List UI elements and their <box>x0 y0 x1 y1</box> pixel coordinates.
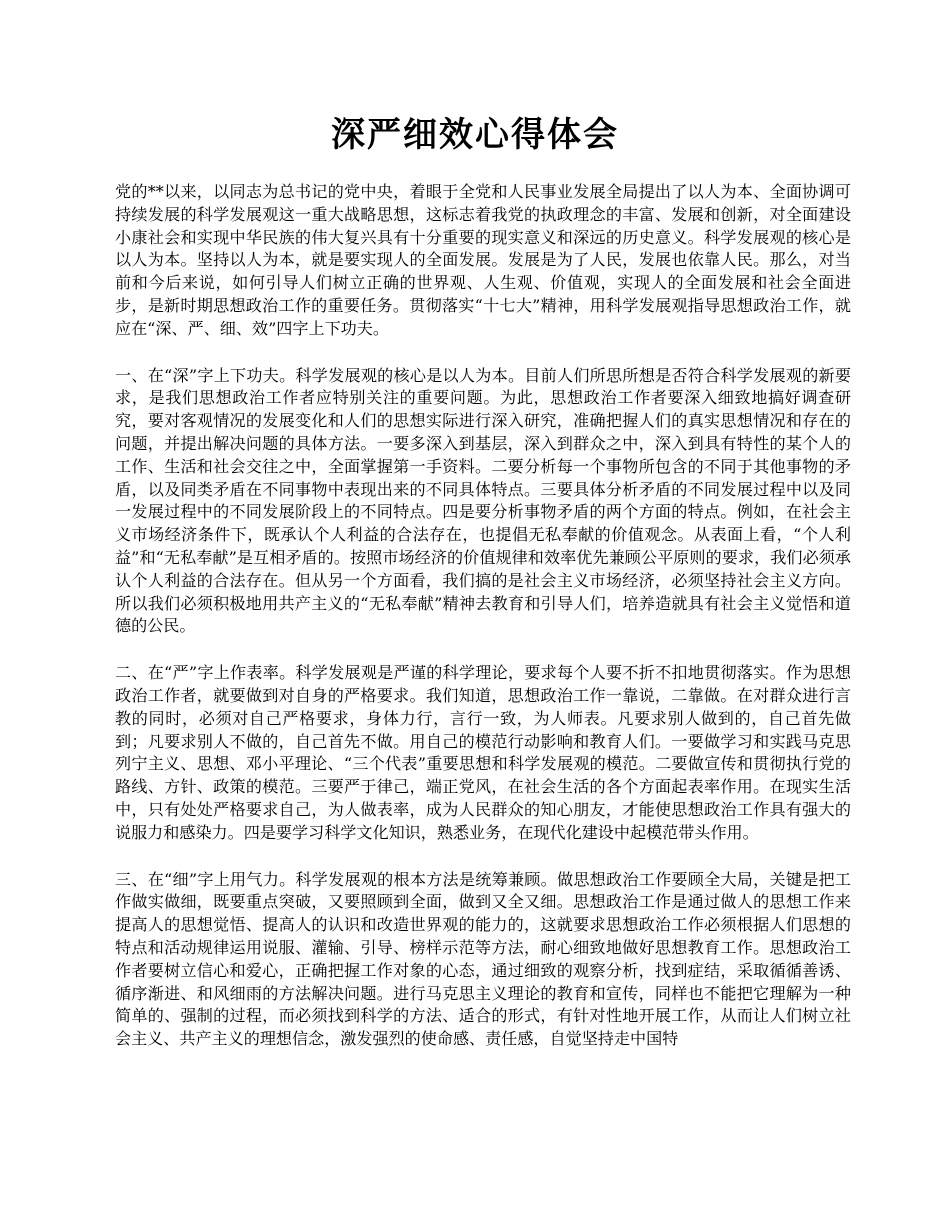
section-shen-paragraph: 一、在“深”字上下功夫。科学发展观的核心是以人为本。目前人们所思所想是否符合科学发展观的新要求，是我们思想政治工作者应特别关注的重要问题。为此，思想政治工作者要深入细致地搞好调查研究，要对客观情况的发展变化和人们的思想实际进行深入研究，准确把握人们的真实思想情况和存在的问题，并提出解决问题的具体方法。一要多深入到基层，深入到群众之中，深入到具有特性的某个人的工作、生活和社会交往之中，全面掌握第一手资料。二要分析每一个事物所包含的不同于其他事物的矛盾，以及同类矛盾在不同事物中表现出来的不同具体特点。三要具体分析矛盾的不同发展过程中以及同一发展过程中的不同发展阶段上的不同特点。四是要分析事物矛盾的两个方面的特点。例如，在社会主义市场经济条件下，既承认个人利益的合法存在，也提倡无私奉献的价值观念。从表面上看，“个人利益”和“无私奉献”是互相矛盾的。按照市场经济的价值规律和效率优先兼顾公平原则的要求，我们必须承认个人利益的合法存在。但从另一个方面看，我们搞的是社会主义市场经济，必须坚持社会主义方向。所以我们必须积极地用共产主义的“无私奉献”精神去教育和引导人们，培养造就具有社会主义觉悟和道德的公民。 <box>115 365 851 636</box>
document-title: 深严细效心得体会 <box>331 115 619 155</box>
intro-paragraph: 党的**以来，以同志为总书记的党中央，着眼于全党和人民事业发展全局提出了以人为本、全面协调可持续发展的科学发展观这一重大战略思想，这标志着我党的执政理念的丰富、发展和创新，对全面建设小康社会和实现中华民族的伟大复兴具有十分重要的现实意义和深远的历史意义。科学发展观的核心是以人为本。坚持以人为本，就是要实现人的全面发展。发展是为了人民，发展也依靠人民。那么，对当前和今后来说，如何引导人们树立正确的世界观、人生观、价值观，实现人的全面发展和社会全面进步，是新时期思想政治工作的重要任务。贯彻落实“十七大”精神，用科学发展观指导思想政治工作，就应在“深、严、细、效”四字上下功夫。 <box>115 182 851 338</box>
document-body <box>115 181 851 1075</box>
section-yan-paragraph: 二、在“严”字上作表率。科学发展观是严谨的科学理论，要求每个人要不折不扣地贯彻落实。作为思想政治工作者，就要做到对自身的严格要求。我们知道，思想政治工作一靠说，二靠做。在对群众进行言教的同时，必须对自己严格要求，身体力行，言行一致，为人师表。凡要求别人做到的，自己首先做到；凡要求别人不做的，自己首先不做。用自己的模范行动影响和教育人们。一要做学习和实践马克思列宁主义、思想、邓小平理论、“三个代表”重要思想和科学发展观的模范。二要做宣传和贯彻执行党的路线、方针、政策的模范。三要严于律己，端正党风，在社会生活的各个方面起表率作用。在现实生活中，只有处处严格要求自己，为人做表率，成为人民群众的知心朋友，才能使思想政治工作具有强大的说服力和感染力。四是要学习科学文化知识，熟悉业务，在现代化建设中起模范带头作用。 <box>115 663 851 842</box>
section-xi-paragraph: 三、在“细”字上用气力。科学发展观的根本方法是统筹兼顾。做思想政治工作要顾全大局，关键是把工作做实做细，既要重点突破，又要照顾到全面，做到又全又细。思想政治工作是通过做人的思想工作来提高人的思想觉悟、提高人的认识和改造世界观的能力的，这就要求思想政治工作必须根据人们思想的特点和活动规律运用说服、灌输、引导、榜样示范等方法，耐心细致地做好思想教育工作。思想政治工作者要树立信心和爱心，正确把握工作对象的心态，通过细致的观察分析，找到症结，采取循循善诱、循序渐进、和风细雨的方法解决问题。进行马克思主义理论的教育和宣传，同样也不能把它理解为一种简单的、强制的过程，而必须找到科学的方法、适合的形式，有针对性地开展工作，从而让人们树立社会主义、共产主义的理想信念，激发强烈的使命感、责任感，自觉坚持走中国特 <box>115 869 851 1049</box>
